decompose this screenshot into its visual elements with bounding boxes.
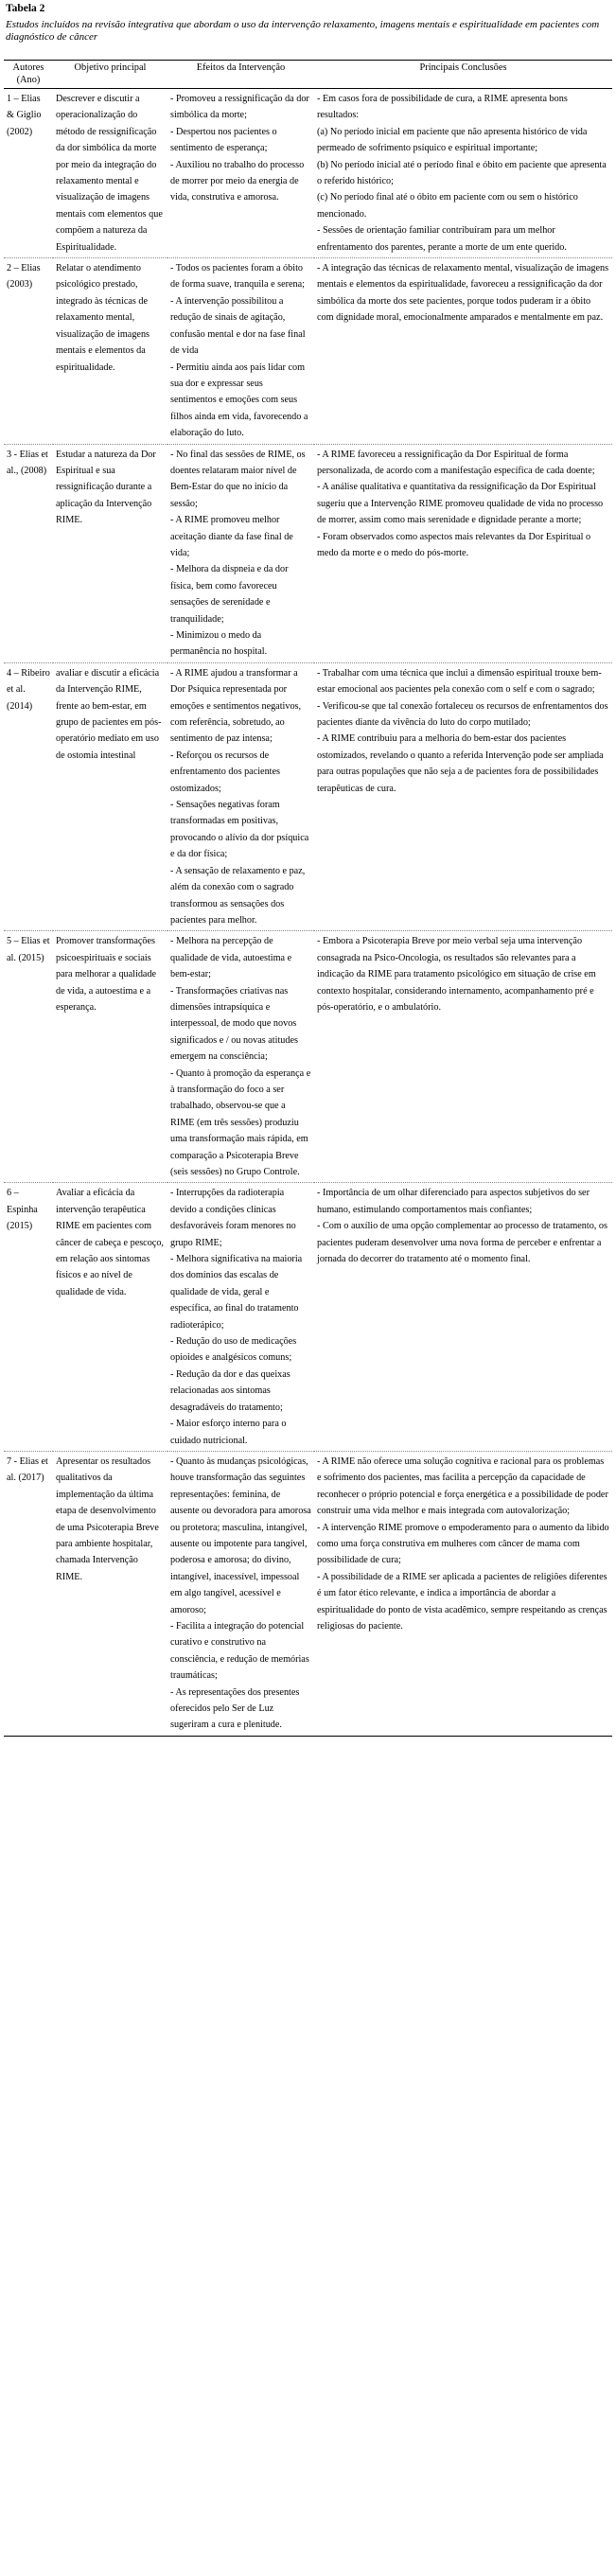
- efeito-item: - Facilita a integração do potencial curativo e construtivo na consciência, e redução de memórias traumáticas;: [170, 1620, 309, 1682]
- conclusao-item: (a) No período inicial em paciente que não apresenta histórico de vida permeado de sofrimento psíquico e espiritual importante;: [317, 126, 588, 154]
- cell-autor: 3 - Elias et al., (2008): [4, 444, 53, 662]
- studies-table: [4, 60, 612, 1737]
- cell-conclusoes: [314, 1451, 612, 1736]
- table-row: [4, 931, 612, 1183]
- efeito-item: - Melhora na percepção de qualidade de vida, autoestima e bem-estar;: [170, 936, 292, 980]
- conclusao-item: - A RIME não oferece uma solução cognitiva e racional para os problemas e sofrimento dos pacientes, mas facilita a percepção da capacidade de reconhecer o próprio potencial e força energética e a possibilidade de poder construir uma vida melhor e mais integrada com autovalorização;: [317, 1456, 608, 1517]
- cell-efeitos: [167, 931, 314, 1183]
- table-title: Tabela 2: [6, 3, 45, 14]
- table-row: [4, 89, 612, 258]
- table-row: [4, 258, 612, 444]
- cell-conclusoes: [314, 931, 612, 1183]
- cell-efeitos: [167, 1451, 314, 1736]
- efeito-item: - Redução do uso de medicações opioides e analgésicos comuns;: [170, 1336, 297, 1364]
- conclusao-item: (c) No período final até o óbito em paciente com ou sem o histórico mencionado.: [317, 192, 578, 220]
- cell-autor: 5 – Elias et al. (2015): [4, 931, 53, 1183]
- cell-autor: 6 – Espinha (2015): [4, 1183, 53, 1452]
- efeito-item: - Maior esforço interno para o cuidado nutricional.: [170, 1419, 287, 1446]
- conclusao-item: - A RIME contribuiu para a melhoria do bem-estar dos pacientes ostomizados, revelando o quanto a referida Intervenção pode ser ampliada para outras populações que não seja a de pacientes fora de possibilidades terapêuticas de cura.: [317, 733, 604, 794]
- header-objetivo: Objetivo principal: [53, 61, 167, 89]
- cell-efeitos: [167, 444, 314, 662]
- conclusao-item: - A análise qualitativa e quantitativa da ressignificação da Dor Espiritual sugeriu que a Intervenção RIME promoveu qualidade de vida no processo de morrer, assim como mais serenidade e dignidade perante a morte;: [317, 482, 604, 526]
- table-row: [4, 1451, 612, 1736]
- table-row: [4, 662, 612, 931]
- cell-autor: 4 – Ribeiro et al. (2014): [4, 662, 53, 931]
- efeito-item: - A RIME promoveu melhor aceitação diante da fase final de vida;: [170, 515, 293, 558]
- efeito-item: - Interrupções da radioterapia devido a condições clínicas desfavoráveis foram menores no grupo RIME;: [170, 1188, 296, 1248]
- cell-objetivo: avaliar e discutir a eficácia da Intervenção RIME, frente ao bem-estar, em grupo de pacientes em pós-operatório mediato em uso de ostomia intestinal: [53, 662, 167, 931]
- cell-autor: 7 - Elias et al. (2017): [4, 1451, 53, 1736]
- conclusao-item: - Importância de um olhar diferenciado para aspectos subjetivos do ser humano, estimulando comportamentos mais confiantes;: [317, 1188, 590, 1215]
- cell-conclusoes: [314, 662, 612, 931]
- cell-objetivo: Estudar a natureza da Dor Espiritual e sua ressignificação durante a aplicação da Intervenção RIME.: [53, 444, 167, 662]
- cell-objetivo: Descrever e discutir a operacionalização do método de ressignificação da dor simbólica da morte por meio da integração do relaxamento mental e visualização de imagens mentais com elementos que compõem a natureza da Espiritualidade.: [53, 89, 167, 258]
- efeito-item: - No final das sessões de RIME, os doentes relataram maior nível de Bem-Estar do que no início da sessão;: [170, 449, 306, 509]
- conclusao-item: - A integração das técnicas de relaxamento mental, visualização de imagens mentais e elementos da espiritualidade, favoreceu a ressignificação da dor simbólica da morte dos sete pacientes, porque todos puderam ir a óbito com dignidade moral, emocionalmente amparados e mentalmente em paz.: [317, 263, 609, 324]
- conclusao-item: - A RIME favoreceu a ressignificação da Dor Espiritual de forma personalizada, de acordo com a manifestação específica de cada doente;: [317, 449, 595, 476]
- table-header-row: [4, 61, 612, 89]
- efeito-item: - Despertou nos pacientes o sentimento de esperança;: [170, 126, 277, 154]
- table-caption: Estudos incluídos na revisão integrativa que abordam o uso da intervenção relaxamento, imagens mentais e espiritualidade em pacientes com diagnóstico de câncer: [6, 19, 600, 43]
- efeito-item: - As representações dos presentes oferecidos pelo Ser de Luz sugeriram a cura e plenitude.: [170, 1686, 300, 1731]
- efeito-item: - Minimizou o medo da permanência no hospital.: [170, 630, 268, 658]
- cell-objetivo: Relatar o atendimento psicológico prestado, integrado às técnicas de relaxamento mental, visualização de imagens mentais e elementos da espiritualidade.: [53, 258, 167, 444]
- efeito-item: - A intervenção possibilitou a redução de sinais de agitação, confusão mental e dor na fase final de vida: [170, 295, 306, 357]
- cell-efeitos: [167, 89, 314, 258]
- cell-objetivo: Promover transformações psicoespirituais e sociais para melhorar a qualidade de vida, a autoestima e a esperança.: [53, 931, 167, 1183]
- efeito-item: - Redução da dor e das queixas relacionadas aos sintomas desagradáveis do tratamento;: [170, 1368, 290, 1413]
- efeito-item: - Auxiliou no trabalho do processo de morrer por meio da energia de vida, construtiva e amorosa.: [170, 159, 305, 203]
- cell-efeitos: [167, 258, 314, 444]
- header-conclusoes: Principais Conclusões: [314, 61, 612, 89]
- conclusao-item: - A possibilidade de a RIME ser aplicada a pacientes de religiões diferentes é um fator ético relevante, e indica a importância de abordar a espiritualidade do ponto de vista acadêmico, sempre respeitando as crenças religiosas do paciente.: [317, 1571, 607, 1632]
- cell-conclusoes: [314, 1183, 612, 1452]
- efeito-item: - Permitiu ainda aos pais lidar com sua dor e expressar seus sentimentos e emoções com seus filhos ainda em vida, favorecendo a elaboração do luto.: [170, 362, 308, 439]
- efeito-item: - A RIME ajudou a transformar a Dor Psíquica representada por emoções e sentimentos negativos, com referência, sobretudo, ao sentimento de paz intensa;: [170, 667, 302, 745]
- header-autores: Autores (Ano): [4, 61, 53, 89]
- efeito-item: - Melhora significativa na maioria dos domínios das escalas de qualidade de vida, geral e específica, ao final do tratamento radioterápico;: [170, 1254, 303, 1331]
- efeito-item: - Quanto à promoção da esperança e à transformação do foco a ser trabalhado, observou-se que a RIME (em três sessões) produziu uma transformação mais rápida, em comparação a Psicoterapia Breve (seis sessões) no Grupo Controle.: [170, 1067, 311, 1177]
- cell-autor: 1 – Elias & Giglio (2002): [4, 89, 53, 258]
- cell-objetivo: Avaliar a eficácia da intervenção terapêutica RIME em pacientes com câncer de cabeça e pescoço, em relação aos sintomas físicos e ao nível de qualidade de vida.: [53, 1183, 167, 1452]
- conclusao-item: - Em casos fora de possibilidade de cura, a RIME apresenta bons resultados:: [317, 94, 568, 121]
- conclusao-item: (b) No período inicial até o período final e óbito em paciente que apresenta o referido histórico;: [317, 159, 607, 187]
- conclusao-item: - Verificou-se que tal conexão fortaleceu os recursos de enfrentamentos dos pacientes diante da vivência do luto do corpo mutilado;: [317, 700, 608, 729]
- conclusao-item: - A intervenção RIME promove o empoderamento para o aumento da libido como uma força construtiva em mulheres com câncer de mama com possibilidade de cura;: [317, 1522, 609, 1566]
- cell-efeitos: [167, 662, 314, 931]
- conclusao-item: - Foram observados como aspectos mais relevantes da Dor Espiritual o medo da morte e o medo do pós-morte.: [317, 531, 591, 558]
- efeito-item: - Transformações criativas nas dimensões intrapsíquica e interpessoal, de modo que novos significados e / ou novas atitudes emergem na consciência;: [170, 985, 298, 1063]
- cell-conclusoes: [314, 258, 612, 444]
- conclusao-item: - Trabalhar com uma técnica que inclui a dimensão espiritual trouxe bem-estar emocional aos pacientes pela conexão com o self e com o sagrado;: [317, 667, 602, 696]
- conclusao-item: - Com o auxílio de uma opção complementar ao processo de tratamento, os pacientes puderam desenvolver uma nova forma de perceber e enfrentar a jornada do decorrer do tratamento até o momento final.: [317, 1221, 607, 1265]
- cell-conclusoes: [314, 444, 612, 662]
- table-row: [4, 444, 612, 662]
- efeito-item: - Quanto às mudanças psicológicas, houve transformação das seguintes representações: feminina, de ausente ou devoradora para amorosa ou protetora; masculina, intangível, ausente ou impotente para tangível, poderosa e amorosa; do divino, intangível, inacessível, impessoal em algo tangível, acessível e amoroso;: [170, 1456, 311, 1615]
- conclusao-item: - Embora a Psicoterapia Breve por meio verbal seja uma intervenção consagrada na Psico-Oncologia, os resultados são relevantes para a indicação da RIME para tratamento psicológico em situação de crise em contexto hospitalar, considerando internamento, acompanhamento pré e pós-operatório, e o ambulatório.: [317, 936, 596, 1013]
- efeito-item: - Promoveu a ressignificação da dor simbólica da morte;: [170, 94, 309, 121]
- table-row: [4, 1183, 612, 1452]
- cell-conclusoes: [314, 89, 612, 258]
- cell-autor: 2 – Elias (2003): [4, 258, 53, 444]
- efeito-item: - Melhora da dispneia e da dor física, bem como favoreceu sensações de serenidade e tranquilidade;: [170, 564, 289, 625]
- cell-efeitos: [167, 1183, 314, 1452]
- efeito-item: - A sensação de relaxamento e paz, além da conexão com o sagrado transformou as sensações dos pacientes para melhor.: [170, 865, 306, 926]
- efeito-item: - Sensações negativas foram transformadas em positivas, provocando o alívio da dor psíquica e da dor física;: [170, 800, 309, 860]
- cell-objetivo: Apresentar os resultados qualitativos da implementação da última etapa de desenvolvimento de uma Psicoterapia Breve para ambiente hospitalar, chamada Intervenção RIME.: [53, 1451, 167, 1736]
- efeito-item: - Todos os pacientes foram a óbito de forma suave, tranquila e serena;: [170, 263, 305, 291]
- conclusao-item: - Sessões de orientação familiar contribuíram para um melhor enfrentamento dos parentes, perante a morte de um ente querido.: [317, 225, 567, 253]
- efeito-item: - Reforçou os recursos de enfrentamento dos pacientes ostomizados;: [170, 750, 280, 794]
- header-efeitos: Efeitos da Intervenção: [167, 61, 314, 89]
